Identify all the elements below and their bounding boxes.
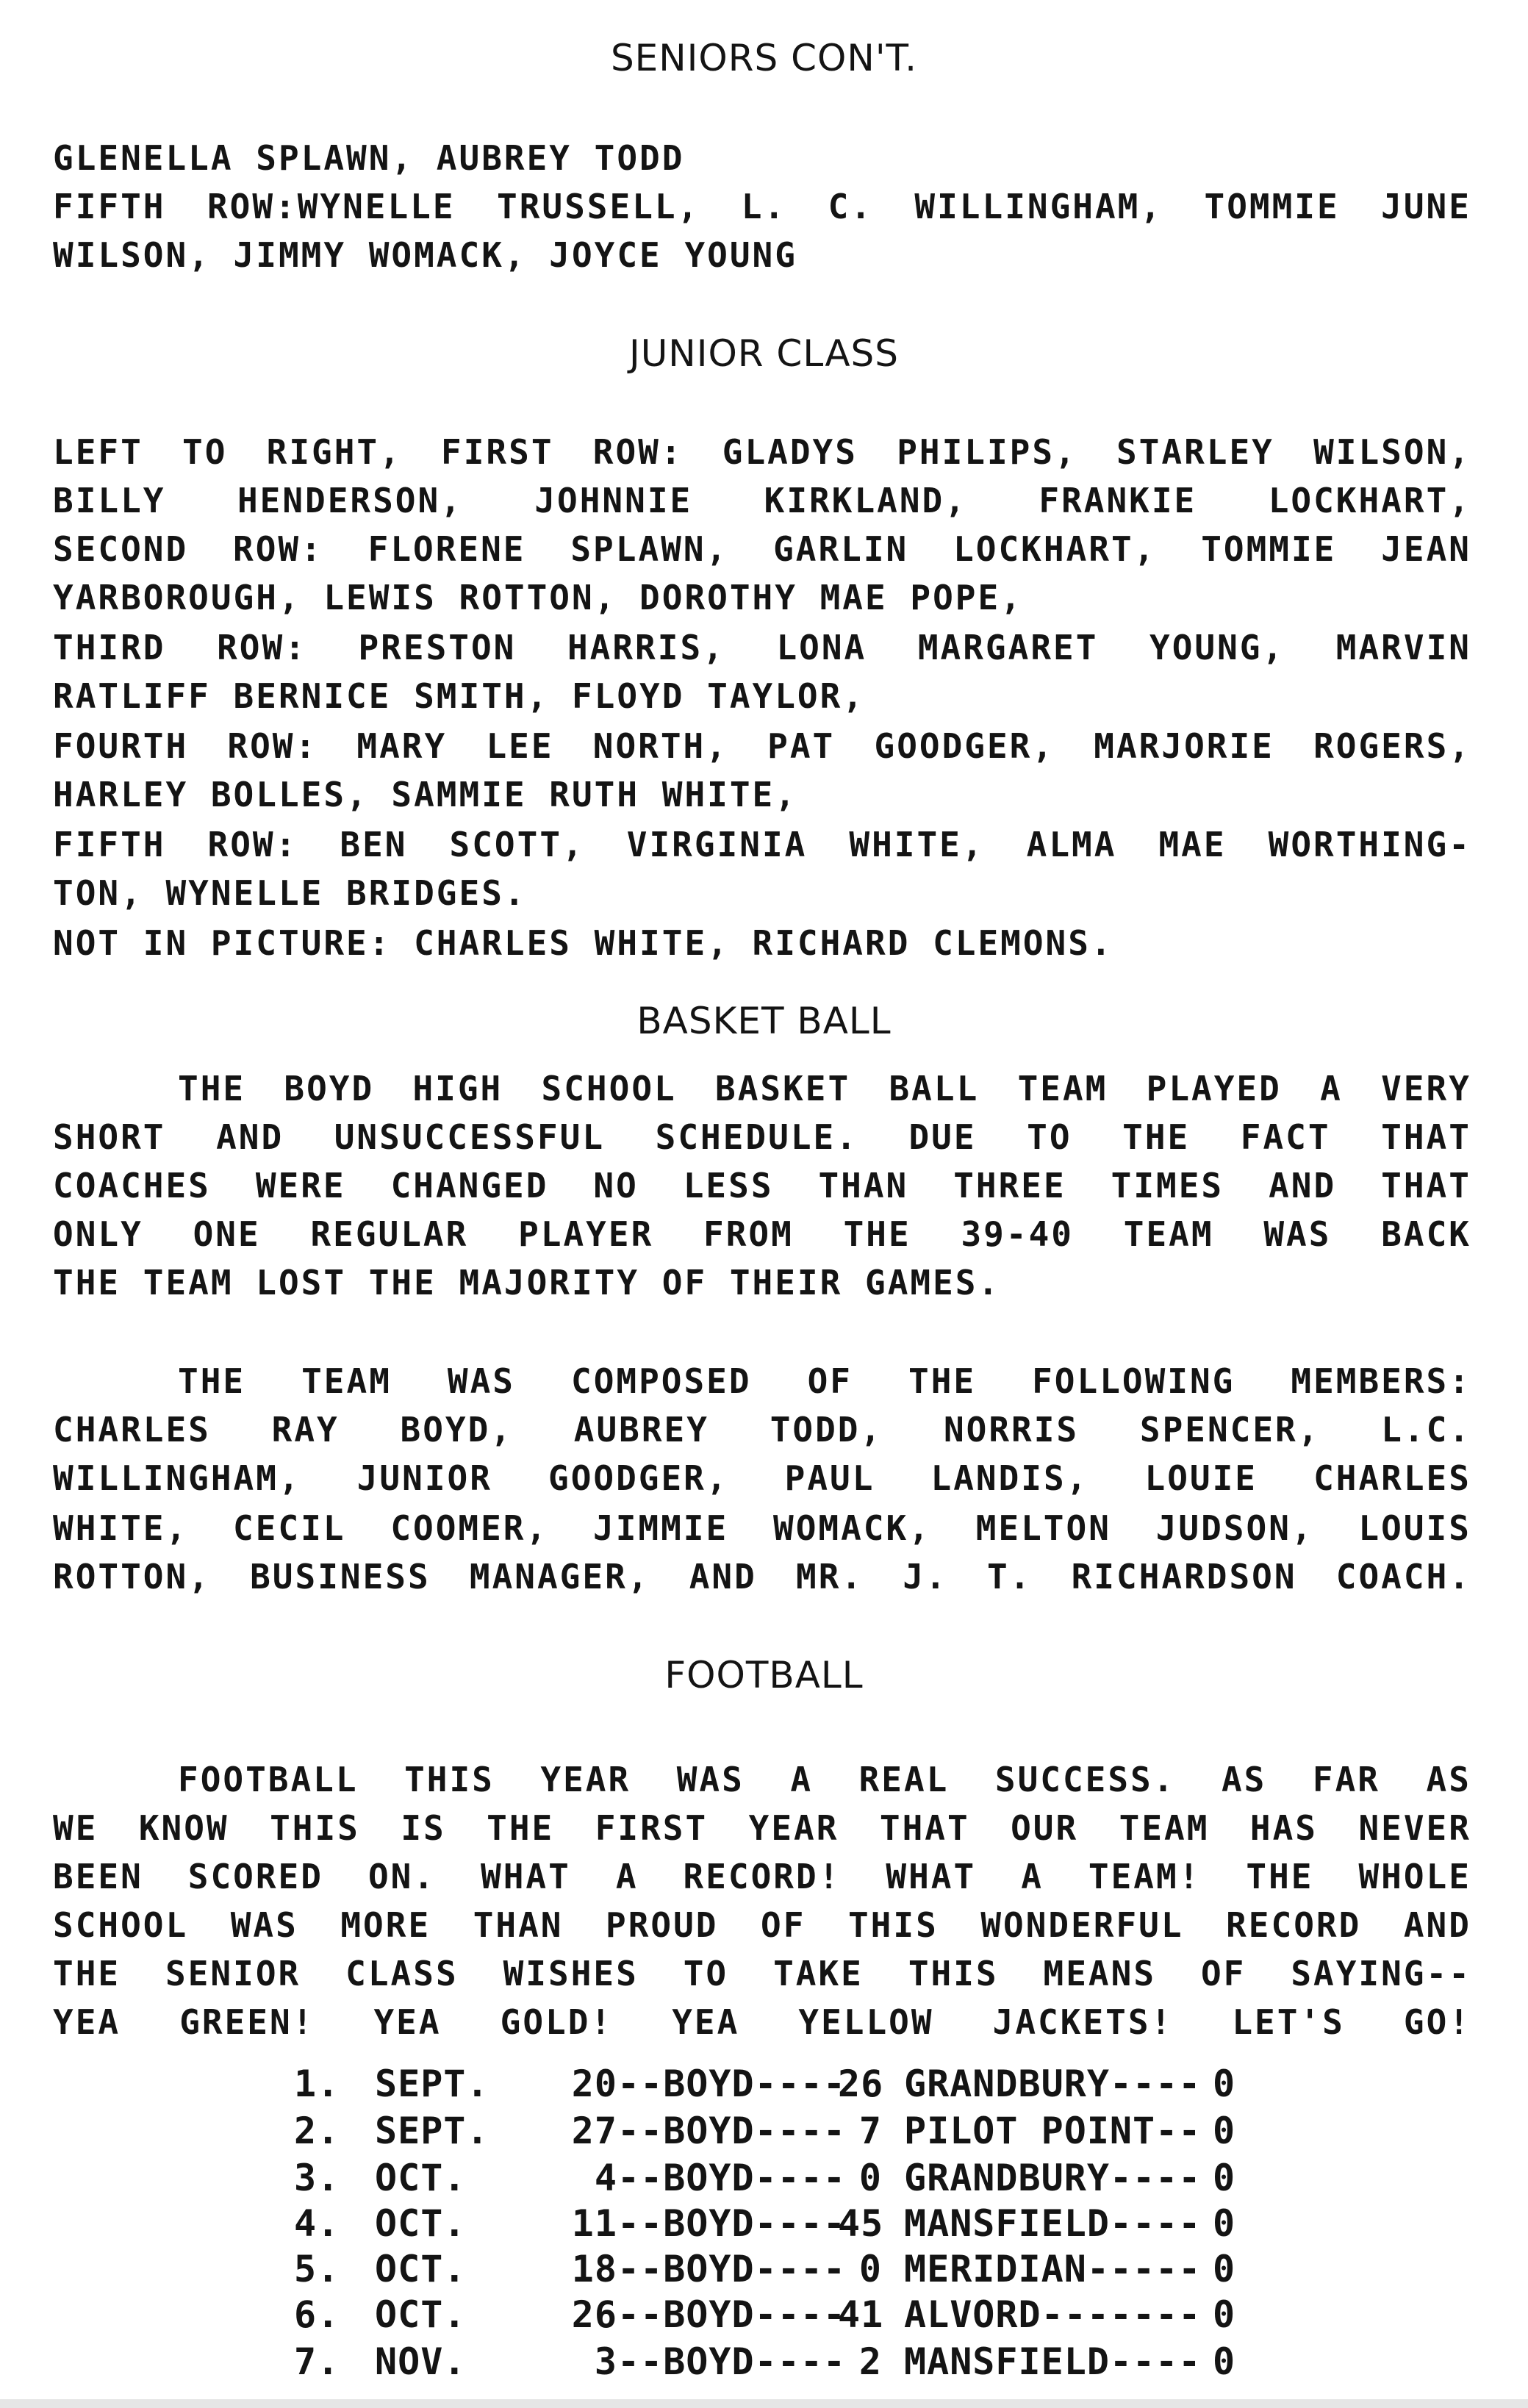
word: MARJORIE [1094, 726, 1274, 766]
word: ROW: [233, 529, 323, 569]
word: TEAM [301, 1361, 392, 1401]
word: ALMA [1026, 825, 1117, 864]
word: FOOTBALL [178, 1760, 359, 1799]
boyd-label: --BOYD---- [617, 2202, 847, 2245]
word: ROW:WYNELLE [207, 187, 456, 226]
word: YEA [672, 2002, 740, 2042]
word: SHORT [53, 1117, 166, 1157]
word: A [790, 1760, 814, 1799]
basketball-line [178, 1361, 1471, 1401]
word: THE [178, 1361, 246, 1401]
game-month: SEPT. [375, 2110, 489, 2152]
word: TEAM! [1088, 1857, 1202, 1896]
basketball-heading: BASKET BALL [636, 1000, 892, 1042]
word: ROW: [217, 628, 307, 667]
word: MARVIN [1335, 628, 1471, 667]
word: TAKE [773, 1954, 864, 1993]
seniors-heading: SENIORS CON'T. [610, 37, 918, 79]
word: ONE [193, 1214, 261, 1254]
word: PROUD [606, 1905, 719, 1945]
word: ROTTON, [53, 1557, 211, 1597]
game-month: OCT. [375, 2202, 467, 2245]
word: TO [683, 1954, 729, 1993]
word: ROW: [592, 432, 684, 472]
word: HENDERSON, [237, 481, 463, 520]
football-line [53, 1905, 1471, 1945]
word: THE [1246, 1857, 1314, 1896]
word: RAY [271, 1410, 340, 1450]
word: LOUIS [1358, 1508, 1471, 1548]
word: AS [1221, 1760, 1267, 1799]
word: THIRD [53, 628, 166, 667]
word: BUSINESS [250, 1557, 431, 1597]
junior-line [53, 726, 1471, 766]
word: LONA [776, 628, 867, 667]
game-day: 11 [571, 2202, 617, 2245]
boyd-label: --BOYD---- [617, 2248, 847, 2290]
word: WILLINGHAM, [914, 187, 1163, 226]
boyd-label: --BOYD---- [617, 2157, 847, 2199]
word: LOUIE [1144, 1458, 1258, 1498]
word: ROW: [207, 825, 298, 864]
game-month: SEPT. [375, 2063, 489, 2105]
word: WHITE, [53, 1508, 189, 1548]
boyd-score: 0 [858, 2157, 882, 2199]
word: WONDERFUL [980, 1905, 1184, 1945]
boyd-label: --BOYD---- [617, 2293, 847, 2336]
word: NEVER [1358, 1808, 1471, 1848]
word: JUDSON, [1155, 1508, 1314, 1548]
junior-line [53, 529, 1471, 569]
word: SENIOR [165, 1954, 301, 1993]
word: OUR [1011, 1808, 1079, 1848]
word: TEAM [1119, 1808, 1210, 1848]
word: THAN [473, 1905, 564, 1945]
word: AND [216, 1117, 284, 1157]
basketball-line [53, 1557, 1471, 1597]
word: SCHOOL [53, 1905, 189, 1945]
word: SAYING-- [1291, 1954, 1471, 1993]
word: WAS [447, 1361, 515, 1401]
junior-line: HARLEY BOLLES, SAMMIE RUTH WHITE, [53, 775, 797, 814]
junior-line [53, 432, 1471, 472]
word: TRUSSELL, [497, 187, 700, 226]
schedule-row [294, 2063, 1236, 2105]
schedule-row [294, 2340, 1236, 2383]
word: WILLINGHAM, [53, 1458, 301, 1498]
boyd-score: 45 [838, 2202, 884, 2245]
word: AND [689, 1557, 757, 1597]
word: LOCKHART, [1268, 481, 1471, 520]
seniors-line: WILSON, JIMMY WOMACK, JOYCE YOUNG [53, 235, 797, 275]
game-number: 3. [294, 2157, 340, 2199]
word: LANDIS, [930, 1458, 1089, 1498]
word: BEEN [53, 1857, 143, 1896]
opponent-name: PILOT POINT-- [904, 2110, 1202, 2152]
game-number: 7. [294, 2340, 340, 2383]
boyd-score: 26 [838, 2063, 884, 2105]
basketball-line [53, 1117, 1471, 1157]
word: CHARLES [1313, 1458, 1471, 1498]
word: THREE [953, 1166, 1066, 1205]
word: FIFTH [53, 825, 166, 864]
football-line [53, 1857, 1471, 1896]
word: BOYD [284, 1069, 375, 1108]
game-number: 6. [294, 2293, 340, 2336]
word: ROW: [227, 726, 318, 766]
word: COACHES [53, 1166, 211, 1205]
football-line [178, 1760, 1471, 1799]
word: BACK [1381, 1214, 1471, 1254]
game-month: NOV. [375, 2340, 467, 2383]
word: THE [843, 1214, 911, 1254]
word: PHILIPS, [897, 432, 1077, 472]
word: BASKET [715, 1069, 851, 1108]
word: SCHOOL [541, 1069, 677, 1108]
word: LOCKHART, [953, 529, 1157, 569]
word: FOURTH [53, 726, 189, 766]
word: FACT [1240, 1117, 1331, 1157]
scan-bottom-edge [0, 2399, 1528, 2408]
junior-line: YARBOROUGH, LEWIS ROTTON, DOROTHY MAE POPE, [53, 578, 1023, 617]
junior-line [53, 825, 1471, 864]
word: THAT [879, 1808, 970, 1848]
word: NORTH, [592, 726, 728, 766]
word: BILLY [53, 481, 166, 520]
word: MR. [796, 1557, 864, 1597]
word: ON. [367, 1857, 437, 1896]
word: CHARLES [53, 1410, 211, 1450]
word: WOMACK, [773, 1508, 931, 1548]
seniors-line [53, 187, 1471, 226]
game-month: OCT. [375, 2293, 467, 2336]
boyd-score: 2 [858, 2340, 882, 2383]
word: THIS [270, 1808, 360, 1848]
word: FLORENE [367, 529, 526, 569]
word: WHITE, [849, 825, 985, 864]
word: LEFT [53, 432, 143, 472]
word: VERY [1381, 1069, 1471, 1108]
word: COOMER, [390, 1508, 549, 1548]
word: WAS [676, 1760, 745, 1799]
word: REGULAR [310, 1214, 469, 1254]
word: BOYD, [400, 1410, 513, 1450]
word: GOODGER, [874, 726, 1055, 766]
word: J. [903, 1557, 948, 1597]
opponent-name: GRANDBURY---- [904, 2063, 1202, 2105]
word: YOUNG, [1149, 628, 1285, 667]
word: MAE [1158, 825, 1227, 864]
word: THE [178, 1069, 246, 1108]
word: WAS [230, 1905, 298, 1945]
opponent-name: MANSFIELD---- [904, 2340, 1202, 2383]
word: ONLY [53, 1214, 143, 1254]
word: VIRGINIA [626, 825, 808, 864]
word: THIS [908, 1954, 999, 1993]
word: PAUL [784, 1458, 875, 1498]
word: LEE [486, 726, 554, 766]
word: A [1320, 1069, 1343, 1108]
word: IS [401, 1808, 446, 1848]
word: JIMMIE [593, 1508, 729, 1548]
word: C. [828, 187, 873, 226]
word: YEA [53, 2002, 121, 2042]
junior-line: NOT IN PICTURE: CHARLES WHITE, RICHARD CLEMONS. [53, 923, 1113, 963]
junior-line: RATLIFF BERNICE SMITH, FLOYD TAYLOR, [53, 676, 865, 716]
word: THAN [818, 1166, 909, 1205]
word: MORE [340, 1905, 431, 1945]
boyd-label: --BOYD---- [617, 2340, 847, 2383]
schedule-row [294, 2110, 1236, 2152]
basketball-line [53, 1214, 1471, 1254]
word: FIRST [441, 432, 554, 472]
word: TEAM [1123, 1214, 1214, 1254]
junior-line [53, 628, 1471, 667]
word: THAT [1381, 1117, 1471, 1157]
game-number: 4. [294, 2202, 340, 2245]
opponent-name: MANSFIELD---- [904, 2202, 1202, 2245]
basketball-line: THE TEAM LOST THE MAJORITY OF THEIR GAMES. [53, 1263, 1001, 1302]
word: BEN [340, 825, 408, 864]
word: UNSUCCESSFUL [334, 1117, 606, 1157]
junior-class-heading: JUNIOR CLASS [628, 332, 900, 375]
word: RICHARDSON [1071, 1557, 1297, 1597]
word: OF [761, 1905, 806, 1945]
boyd-label: --BOYD---- [617, 2110, 847, 2152]
word: 39-40 [961, 1214, 1074, 1254]
word: TO [1027, 1117, 1072, 1157]
word: OF [1200, 1954, 1247, 1993]
opponent-score: 0 [1213, 2202, 1236, 2245]
word: WHAT [481, 1857, 571, 1896]
football-line [53, 1954, 1471, 1993]
opponent-score: 0 [1213, 2340, 1236, 2383]
word: KIRKLAND, [764, 481, 967, 520]
basketball-line [178, 1069, 1471, 1108]
game-month: OCT. [375, 2248, 467, 2290]
word: KNOW [138, 1808, 229, 1848]
schedule-row [294, 2293, 1236, 2336]
word: SCHEDULE. [655, 1117, 858, 1157]
word: MEANS [1043, 1954, 1157, 1993]
word: WAS [1263, 1214, 1332, 1254]
word: TEAM [1017, 1069, 1108, 1108]
opponent-score: 0 [1213, 2063, 1236, 2105]
word: TIMES [1111, 1166, 1224, 1205]
word: PAT [767, 726, 836, 766]
word: TODD, [770, 1410, 883, 1450]
word: YEA [373, 2002, 442, 2042]
word: WHAT [886, 1857, 977, 1896]
boyd-score: 41 [838, 2293, 884, 2336]
word: AND [1269, 1166, 1337, 1205]
word: MELTON [975, 1508, 1111, 1548]
word: GOLD! [500, 2002, 614, 2042]
basketball-line [53, 1410, 1471, 1450]
word: AND [1403, 1905, 1471, 1945]
boyd-score: 0 [858, 2248, 882, 2290]
junior-line [53, 481, 1471, 520]
word: YEAR [540, 1760, 631, 1799]
opponent-name: MERIDIAN----- [904, 2248, 1202, 2290]
word: FIRST [595, 1808, 709, 1848]
word: JEAN [1381, 529, 1471, 569]
word: CHANGED [390, 1166, 549, 1205]
game-day: 4 [594, 2157, 617, 2199]
word: MARGARET [917, 628, 1099, 667]
word: SPENCER, [1139, 1410, 1321, 1450]
football-heading: FOOTBALL [664, 1654, 864, 1696]
football-line [53, 2002, 1471, 2042]
word: WE [53, 1808, 98, 1848]
opponent-score: 0 [1213, 2248, 1236, 2290]
junior-line: TON, WYNELLE BRIDGES. [53, 873, 527, 913]
word: THE [487, 1808, 555, 1848]
word: TO [182, 432, 228, 472]
word: REAL [858, 1760, 950, 1799]
word: FROM [703, 1214, 794, 1254]
word: THAT [1381, 1166, 1471, 1205]
word: THE [908, 1361, 977, 1401]
word: JUNE [1381, 187, 1471, 226]
word: SCORED [187, 1857, 323, 1896]
word: BALL [889, 1069, 980, 1108]
word: GARLIN [773, 529, 909, 569]
opponent-name: GRANDBURY---- [904, 2157, 1202, 2199]
word: LET'S [1232, 2002, 1345, 2042]
word: DUE [908, 1117, 977, 1157]
game-day: 26 [571, 2293, 617, 2336]
word: HAS [1249, 1808, 1318, 1848]
word: MARY [356, 726, 448, 766]
word: THIS [404, 1760, 495, 1799]
basketball-line [53, 1508, 1471, 1548]
game-number: 2. [294, 2110, 340, 2152]
word: YEAR [748, 1808, 839, 1848]
word: GLADYS [722, 432, 858, 472]
word: HIGH [412, 1069, 503, 1108]
seniors-line: GLENELLA SPLAWN, AUBREY TODD [53, 138, 685, 178]
word: AUBREY [573, 1410, 709, 1450]
word: FOLLOWING [1032, 1361, 1235, 1401]
boyd-label: --BOYD---- [617, 2063, 847, 2105]
word: L. [741, 187, 787, 226]
word: TOMMIE [1201, 529, 1337, 569]
word: RIGHT, [266, 432, 402, 472]
word: NO [593, 1166, 639, 1205]
schedule-row [294, 2157, 1236, 2199]
word: CECIL [233, 1508, 346, 1548]
word: MEMBERS: [1291, 1361, 1471, 1401]
word: GO! [1403, 2002, 1471, 2042]
word: L.C. [1381, 1410, 1471, 1450]
word: SECOND [53, 529, 189, 569]
word: COMPOSED [571, 1361, 752, 1401]
opponent-score: 0 [1213, 2110, 1236, 2152]
word: WILSON, [1313, 432, 1471, 472]
opponent-score: 0 [1213, 2157, 1236, 2199]
word: FRANKIE [1039, 481, 1197, 520]
word: OF [807, 1361, 853, 1401]
word: RECORD [1226, 1905, 1362, 1945]
word: MANAGER, [469, 1557, 650, 1597]
word: WERE [255, 1166, 346, 1205]
opponent-name: ALVORD------- [904, 2293, 1202, 2336]
word: WHOLE [1358, 1857, 1471, 1896]
word: T. [986, 1557, 1033, 1597]
word: JUNIOR [356, 1458, 492, 1498]
game-number: 5. [294, 2248, 340, 2290]
word: FIFTH [53, 187, 166, 226]
word: SCOTT, [449, 825, 585, 864]
word: PLAYER [518, 1214, 654, 1254]
game-number: 1. [294, 2063, 340, 2105]
word: A [615, 1857, 639, 1896]
basketball-line [53, 1458, 1471, 1498]
word: PLAYED [1146, 1069, 1282, 1108]
word: A [1021, 1857, 1044, 1896]
word: CLASS [345, 1954, 459, 1993]
word: RECORD! [683, 1857, 842, 1896]
game-day: 18 [571, 2248, 617, 2290]
word: THIS [847, 1905, 939, 1945]
game-day: 20 [571, 2063, 617, 2105]
word: SPLAWN, [570, 529, 729, 569]
schedule-row [294, 2202, 1236, 2245]
basketball-line [53, 1166, 1471, 1205]
word: STARLEY [1116, 432, 1274, 472]
word: YELLOW [798, 2002, 934, 2042]
word: NORRIS [943, 1410, 1080, 1450]
word: COACH. [1335, 1557, 1471, 1597]
word: FAR [1312, 1760, 1380, 1799]
word: GOODGER, [548, 1458, 729, 1498]
game-day: 3 [594, 2340, 617, 2383]
game-day: 27 [571, 2110, 617, 2152]
word: LESS [683, 1166, 774, 1205]
schedule-row [294, 2248, 1236, 2290]
word: THE [53, 1954, 121, 1993]
game-month: OCT. [375, 2157, 467, 2199]
football-line [53, 1808, 1471, 1848]
word: JOHNNIE [534, 481, 693, 520]
word: PRESTON [358, 628, 517, 667]
word: WISHES [503, 1954, 639, 1993]
word: SUCCESS. [994, 1760, 1176, 1799]
word: AS [1426, 1760, 1471, 1799]
word: GREEN! [179, 2002, 315, 2042]
word: TOMMIE [1204, 187, 1340, 226]
boyd-score: 7 [858, 2110, 882, 2152]
word: THE [1122, 1117, 1191, 1157]
word: ROGERS, [1313, 726, 1471, 766]
word: WORTHING- [1268, 825, 1471, 864]
opponent-score: 0 [1213, 2293, 1236, 2336]
word: HARRIS, [567, 628, 725, 667]
word: JACKETS! [992, 2002, 1174, 2042]
